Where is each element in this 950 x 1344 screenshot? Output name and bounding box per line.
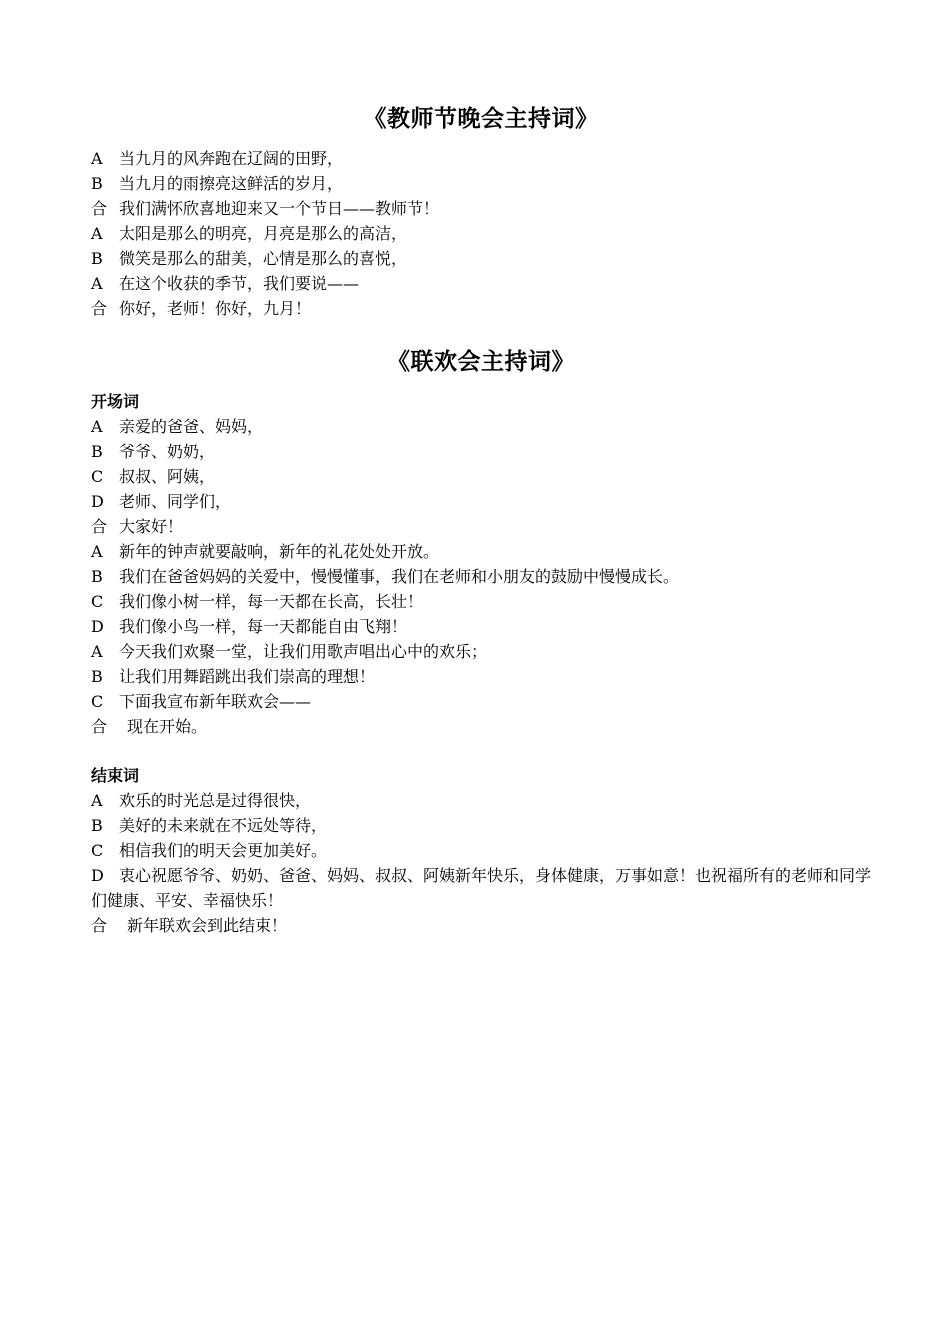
speaker-label: 合: [91, 717, 108, 736]
script-line: [91, 539, 871, 564]
script-line: [91, 489, 871, 514]
script-line: [91, 689, 871, 714]
speaker-label: 合: [91, 199, 108, 218]
line-text: 大家好！: [119, 517, 184, 536]
script-line: [91, 714, 871, 739]
speaker-label: B: [91, 567, 103, 586]
script-line: [91, 564, 871, 589]
line-text: 美好的未来就在不远处等待，: [119, 816, 328, 835]
script-line: [91, 664, 871, 689]
line-text: 我们在爸爸妈妈的关爱中，慢慢懂事，我们在老师和小朋友的鼓励中慢慢成长。: [119, 567, 680, 586]
script-line: [91, 246, 871, 271]
script-line: [91, 464, 871, 489]
speaker-label: A: [91, 274, 103, 293]
line-text: 现在开始。: [127, 717, 208, 736]
script-line: [91, 271, 871, 296]
line-text: 你好，老师！你好，九月！: [119, 299, 312, 318]
script-line: [91, 614, 871, 639]
speaker-label: C: [91, 592, 104, 611]
line-text: 今天我们欢聚一堂，让我们用歌声唱出心中的欢乐；: [119, 642, 488, 661]
speaker-label: 合: [91, 916, 108, 935]
script-line: [91, 913, 871, 938]
speaker-label: B: [91, 667, 103, 686]
line-text: 欢乐的时光总是过得很快，: [119, 791, 312, 810]
line-text: 新年的钟声就要敲响，新年的礼花处处开放。: [119, 542, 440, 561]
speaker-label: C: [91, 692, 104, 711]
document-content: [91, 104, 871, 938]
script-line: [91, 639, 871, 664]
line-text: 我们像小鸟一样，每一天都能自由飞翔！: [119, 617, 408, 636]
speaker-label: B: [91, 816, 103, 835]
closing-heading: 结束词: [91, 766, 140, 785]
speaker-label: B: [91, 442, 103, 461]
line-text: 在这个收获的季节，我们要说——: [119, 274, 360, 293]
speaker-label: D: [91, 492, 104, 511]
speaker-label: C: [91, 841, 104, 860]
line-text: 老师、同学们，: [119, 492, 232, 511]
line-text: 爷爷、奶奶，: [119, 442, 216, 461]
script-line: [91, 221, 871, 246]
script-line: [91, 813, 871, 838]
script-line: [91, 146, 871, 171]
line-text: 我们像小树一样，每一天都在长高，长壮！: [119, 592, 424, 611]
speaker-label: D: [91, 866, 104, 885]
script-line: [91, 863, 871, 913]
line-text: 下面我宣布新年联欢会——: [119, 692, 312, 711]
line-text: 新年联欢会到此结束！: [127, 916, 288, 935]
line-text: 叔叔、阿姨，: [119, 467, 216, 486]
speaker-label: A: [91, 542, 103, 561]
speaker-label: B: [91, 249, 103, 268]
script-line: [91, 838, 871, 863]
script-line: [91, 296, 871, 321]
script-line: [91, 196, 871, 221]
line-text: 相信我们的明天会更加美好。: [119, 841, 328, 860]
script-line: [91, 514, 871, 539]
opening-heading: 开场词: [91, 392, 140, 411]
speaker-label: B: [91, 174, 103, 193]
line-text: 当九月的风奔跑在辽阔的田野，: [119, 149, 344, 168]
speaker-label: A: [91, 642, 103, 661]
script-line: [91, 439, 871, 464]
line-text: 太阳是那么的明亮，月亮是那么的高洁，: [119, 224, 408, 243]
line-text: 微笑是那么的甜美，心情是那么的喜悦，: [119, 249, 408, 268]
line-text: 让我们用舞蹈跳出我们崇高的理想！: [119, 667, 376, 686]
script-line: [91, 171, 871, 196]
line-text: 当九月的雨擦亮这鲜活的岁月，: [119, 174, 344, 193]
line-text: 衷心祝愿爷爷、奶奶、爸爸、妈妈、叔叔、阿姨新年快乐，身体健康，万事如意！也祝福所有的老师和同学们健康、平安、幸福快乐！: [91, 866, 872, 910]
speaker-label: A: [91, 149, 103, 168]
section-title-teachers-day: 《教师节晚会主持词》: [363, 105, 599, 132]
speaker-label: C: [91, 467, 104, 486]
speaker-label: D: [91, 617, 104, 636]
script-line: [91, 414, 871, 439]
line-text: 我们满怀欣喜地迎来又一个节日——教师节！: [119, 199, 440, 218]
speaker-label: A: [91, 224, 103, 243]
script-line: [91, 788, 871, 813]
speaker-label: 合: [91, 517, 108, 536]
line-text: 亲爱的爸爸、妈妈，: [119, 417, 264, 436]
speaker-label: A: [91, 417, 103, 436]
speaker-label: A: [91, 791, 103, 810]
script-line: [91, 589, 871, 614]
section-title-new-year-party: 《联欢会主持词》: [387, 348, 575, 375]
speaker-label: 合: [91, 299, 108, 318]
